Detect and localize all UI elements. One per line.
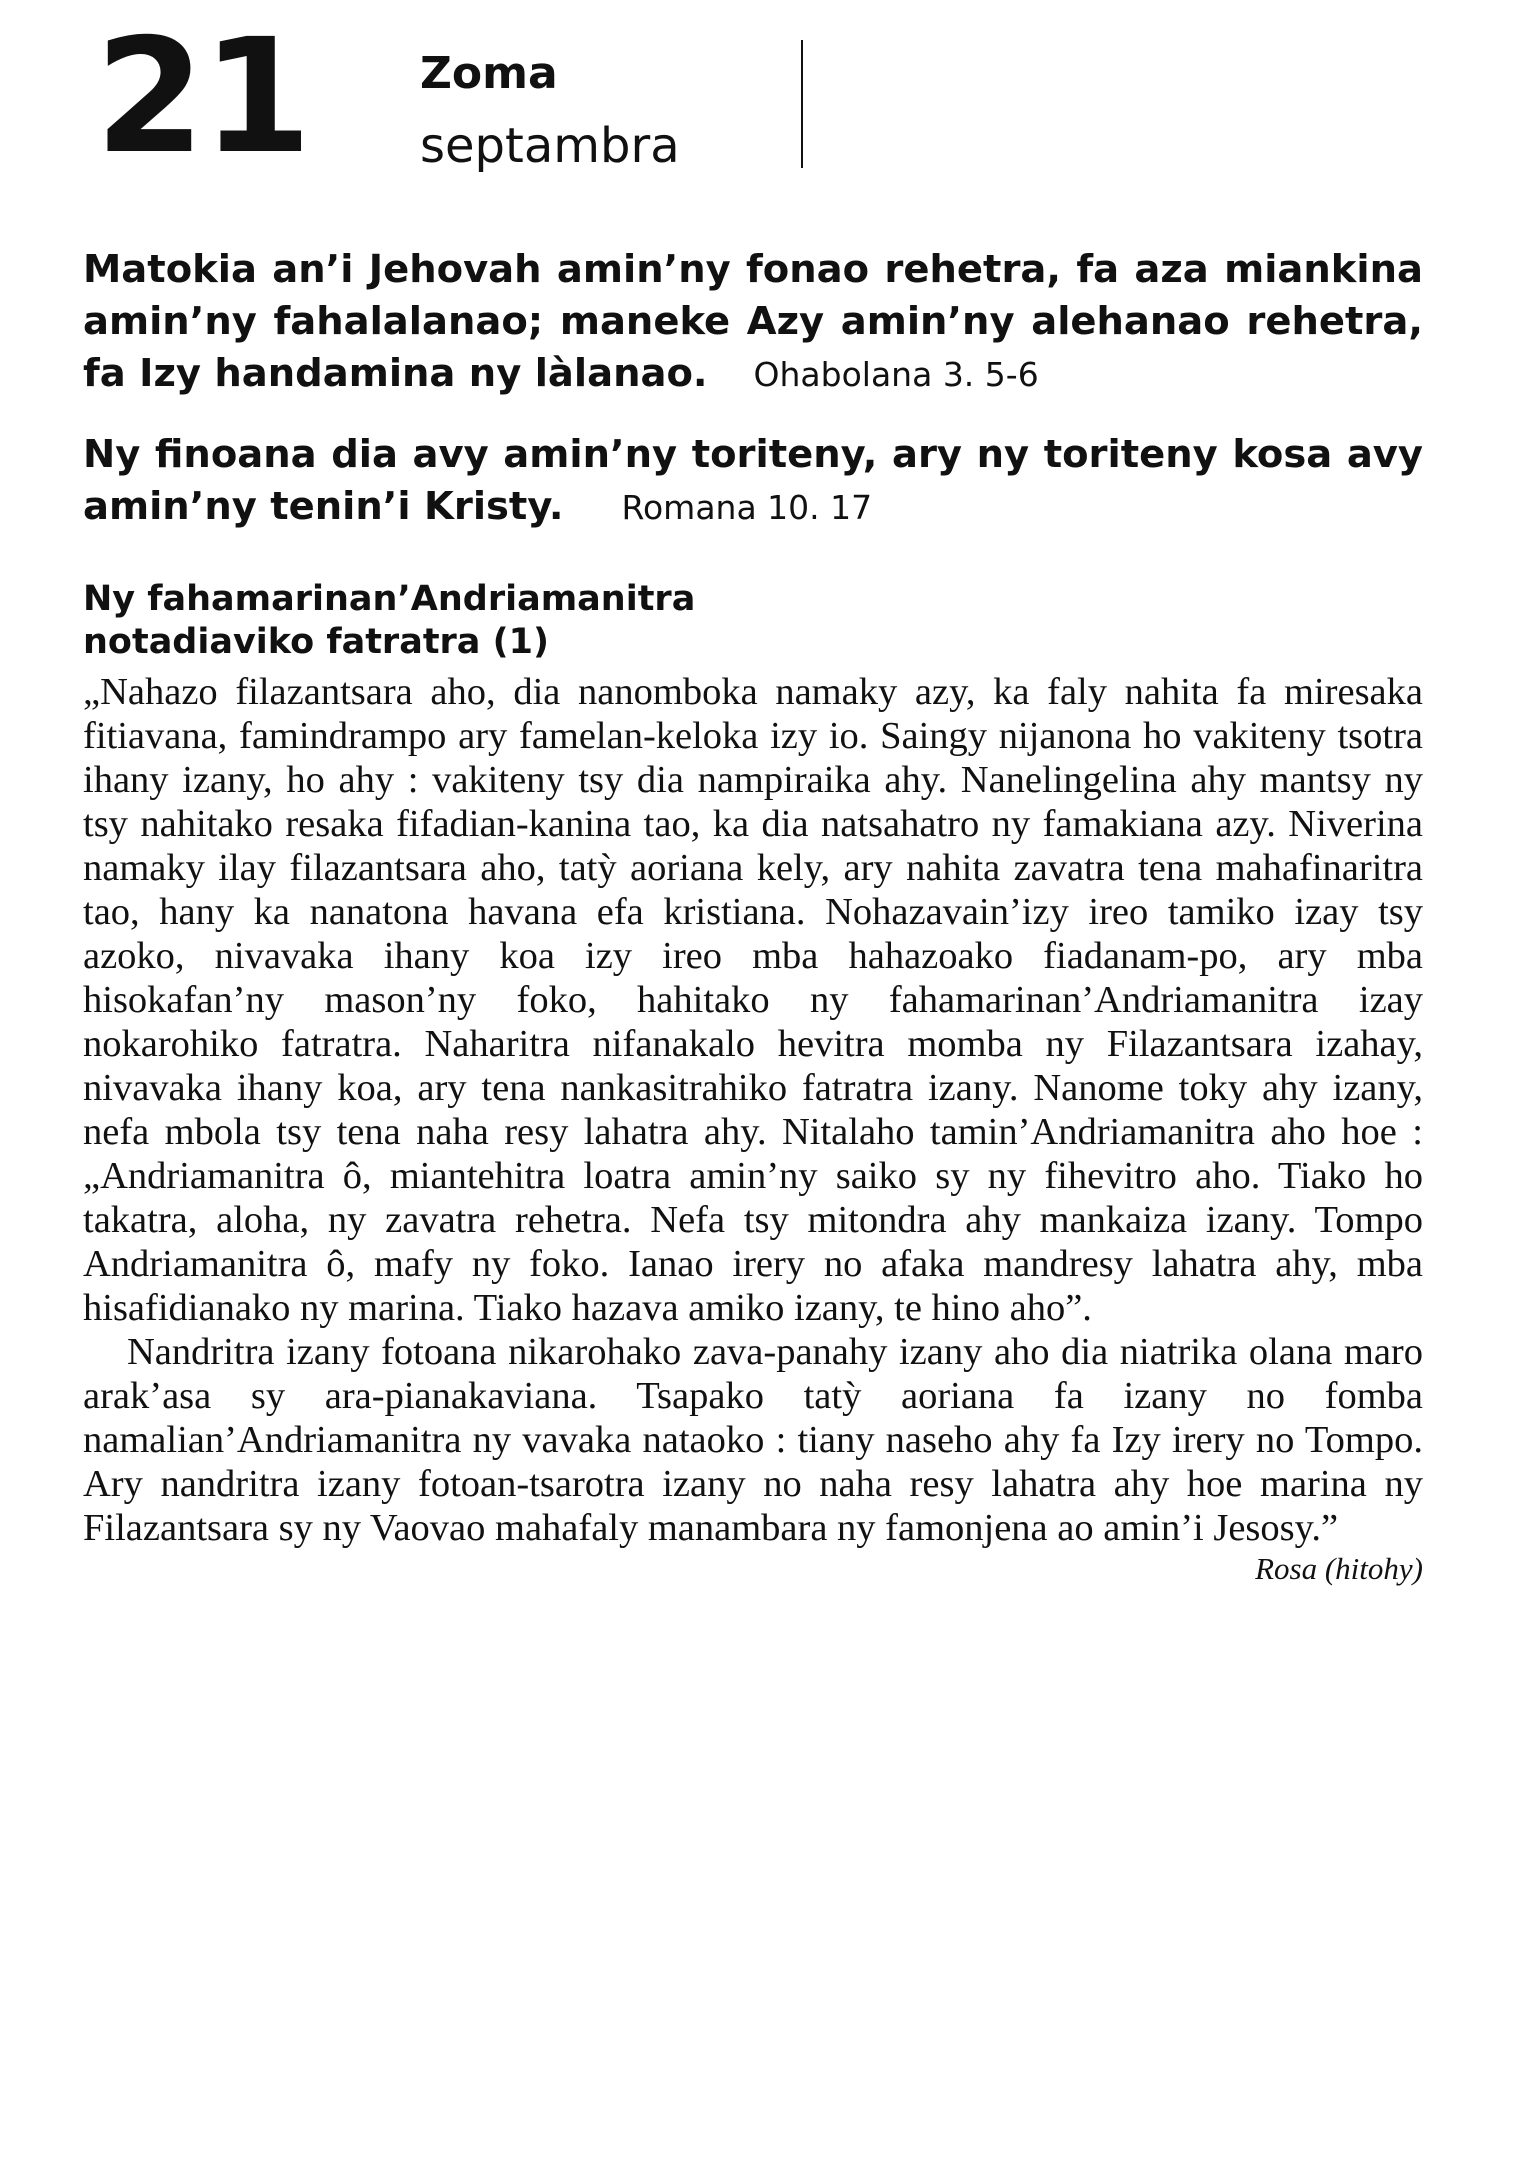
- devotional-page: [83, 5, 1423, 1588]
- verse-text: Ny finoana dia avy amin’ny toriteny, ary ny toriteny kosa avy amin’ny tenin’i Kristy.: [83, 432, 1423, 529]
- header-divider: [801, 40, 803, 168]
- weekday: Zoma: [420, 48, 558, 99]
- article-paragraph: Nandritra izany fotoana nikarohako zava-panahy izany aho dia niatrika olana maro arak’asa sy ara-pianakaviana. Tsapako tatỳ aoriana fa izany no fomba namalian’Andriamanitra ny vavaka nataoko : tiany naseho ahy fa Izy irery no Tompo. Ary nandritra izany fotoan-tsarotra izany no naha resy lahatra ahy hoe marina ny Filazantsara sy ny Vaovao mahafaly manambara ny famonjena ao amin’i Jesosy.”: [83, 1331, 1423, 1549]
- verse-secondary: [83, 429, 1423, 534]
- verse-reference: Romana 10. 17: [621, 488, 873, 527]
- article-title-line-1: Ny fahamarinan’Andriamanitra: [83, 579, 696, 619]
- verse-text: Matokia an’i Jehovah amin’ny fonao rehetra, fa aza miankina amin’ny fahalalanao; maneke Azy amin’ny alehanao rehetra, fa Izy handamina ny làlanao.: [83, 247, 1423, 396]
- day-number: 21: [95, 5, 309, 189]
- article-signature: Rosa (hitohy): [1255, 1551, 1423, 1586]
- month: septambra: [420, 118, 680, 174]
- verse-primary: [83, 244, 1423, 401]
- article-title-line-2: notadiaviko fatratra (1): [83, 622, 549, 662]
- date-header: [83, 5, 1423, 200]
- verse-reference: Ohabolana 3. 5-6: [753, 355, 1039, 394]
- article-title: [83, 578, 1423, 664]
- article-paragraph: „Nahazo filazantsara aho, dia nanomboka namaky azy, ka faly nahita fa miresaka fitiavana, famindrampo ary famelan-keloka izy io. Saingy nijanona ho vakiteny tsotra ihany izany, ho ahy : vakiteny tsy dia nampiraika ahy. Nanelingelina ahy mantsy ny tsy nahitako resaka fifadian-kanina tao, ka dia natsahatro ny famakiana azy. Niverina namaky ilay filazantsara aho, tatỳ aoriana kely, ary nahita zavatra tena mahafinaritra tao, hany ka nanatona havana efa kristiana. Nohazavain’izy ireo tamiko izay tsy azoko, nivavaka ihany koa izy ireo mba hahazoako fiadanam-po, ary mba hisokafan’ny mason’ny foko, hahitako ny fahamarinan’Andriamanitra izay nokarohiko fatratra. Naharitra nifanakalo hevitra momba ny Filazantsara izahay, nivavaka ihany koa, ary tena nankasitrahiko fatratra izany. Nanome toky ahy izany, nefa mbola tsy tena naha resy lahatra ahy. Nitalaho tamin’Andriamanitra aho hoe : „Andriamanitra ô, miantehitra loatra amin’ny saiko sy ny fihevitro aho. Tiako ho takatra, aloha, ny zavatra rehetra. Nefa tsy mitondra ahy mankaiza izany. Tompo Andriamanitra ô, mafy ny foko. Ianao irery no afaka mandresy lahatra ahy, mba hisafidianako ny marina. Tiako hazava amiko izany, te hino aho”.: [83, 671, 1423, 1329]
